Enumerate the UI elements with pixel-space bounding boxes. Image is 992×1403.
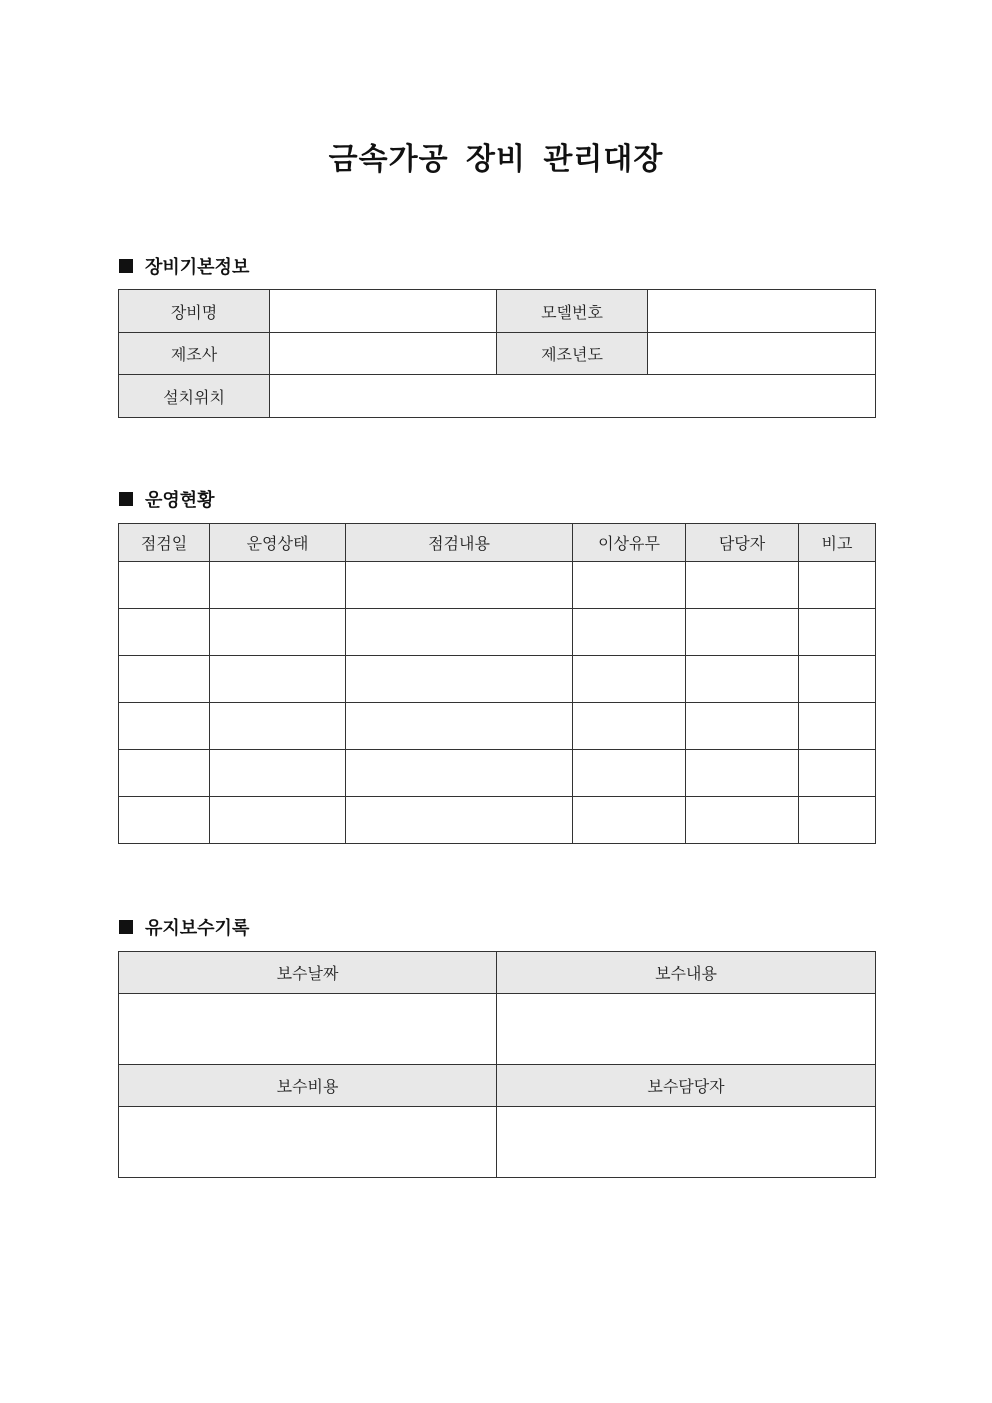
column-header: 이상유무 — [573, 524, 686, 562]
table-cell[interactable] — [119, 656, 210, 703]
field-equipment-name[interactable] — [270, 290, 497, 333]
column-header: 점검일 — [119, 524, 210, 562]
label-maintenance-manager: 보수담당자 — [497, 1065, 876, 1107]
square-bullet-icon — [119, 920, 133, 934]
table-row — [119, 562, 876, 609]
table-cell[interactable] — [573, 562, 686, 609]
table-row — [119, 703, 876, 750]
table-cell[interactable] — [210, 562, 346, 609]
table-cell[interactable] — [210, 703, 346, 750]
section-heading-maintenance — [119, 914, 249, 940]
table-cell[interactable] — [799, 656, 876, 703]
table-cell[interactable] — [346, 656, 573, 703]
table-cell[interactable] — [346, 703, 573, 750]
label-maintenance-date: 보수날짜 — [119, 952, 497, 994]
table-cell[interactable] — [210, 609, 346, 656]
table-cell[interactable] — [686, 750, 799, 797]
field-manufacture-year[interactable] — [648, 333, 876, 375]
label-model-number: 모델번호 — [497, 290, 648, 333]
table-cell[interactable] — [346, 797, 573, 844]
section-heading-basic — [119, 253, 249, 279]
table-cell[interactable] — [686, 609, 799, 656]
column-header: 운영상태 — [210, 524, 346, 562]
table-cell[interactable] — [686, 656, 799, 703]
table-cell[interactable] — [119, 562, 210, 609]
operation-table — [118, 523, 876, 844]
label-install-location: 설치위치 — [119, 375, 270, 418]
label-manufacturer: 제조사 — [119, 333, 270, 375]
column-header: 비고 — [799, 524, 876, 562]
field-maintenance-manager[interactable] — [497, 1107, 876, 1178]
label-manufacture-year: 제조년도 — [497, 333, 648, 375]
table-cell[interactable] — [799, 703, 876, 750]
table-cell[interactable] — [119, 750, 210, 797]
table-cell[interactable] — [573, 609, 686, 656]
table-cell[interactable] — [346, 750, 573, 797]
column-header: 담당자 — [686, 524, 799, 562]
label-maintenance-content: 보수내용 — [497, 952, 876, 994]
table-row — [119, 609, 876, 656]
table-cell[interactable] — [799, 797, 876, 844]
table-cell[interactable] — [686, 703, 799, 750]
table-cell[interactable] — [573, 750, 686, 797]
table-cell[interactable] — [573, 797, 686, 844]
section-heading-operation-text: 운영현황 — [145, 490, 215, 511]
section-heading-maintenance-text: 유지보수기록 — [145, 918, 250, 939]
table-cell[interactable] — [686, 562, 799, 609]
table-cell[interactable] — [346, 609, 573, 656]
table-cell[interactable] — [346, 562, 573, 609]
table-cell[interactable] — [119, 609, 210, 656]
table-cell[interactable] — [799, 750, 876, 797]
table-cell[interactable] — [210, 750, 346, 797]
table-cell[interactable] — [210, 797, 346, 844]
basic-info-table — [118, 289, 876, 418]
field-maintenance-cost[interactable] — [119, 1107, 497, 1178]
square-bullet-icon — [119, 259, 133, 273]
table-cell[interactable] — [573, 656, 686, 703]
table-row — [119, 656, 876, 703]
section-heading-basic-text: 장비기본정보 — [145, 257, 250, 278]
table-row — [119, 750, 876, 797]
label-equipment-name: 장비명 — [119, 290, 270, 333]
table-cell[interactable] — [686, 797, 799, 844]
maintenance-table — [118, 951, 876, 1178]
table-row — [119, 797, 876, 844]
column-header: 점검내용 — [346, 524, 573, 562]
section-heading-operation — [119, 486, 215, 512]
table-cell[interactable] — [799, 562, 876, 609]
operation-header-row — [119, 524, 876, 562]
field-model-number[interactable] — [648, 290, 876, 333]
square-bullet-icon — [119, 492, 133, 506]
field-manufacturer[interactable] — [270, 333, 497, 375]
table-cell[interactable] — [573, 703, 686, 750]
table-cell[interactable] — [210, 656, 346, 703]
table-cell[interactable] — [119, 797, 210, 844]
label-maintenance-cost: 보수비용 — [119, 1065, 497, 1107]
table-cell[interactable] — [119, 703, 210, 750]
page-title: 금속가공 장비 관리대장 — [328, 142, 664, 177]
field-install-location[interactable] — [270, 375, 876, 418]
table-cell[interactable] — [799, 609, 876, 656]
field-maintenance-date[interactable] — [119, 994, 497, 1065]
field-maintenance-content[interactable] — [497, 994, 876, 1065]
